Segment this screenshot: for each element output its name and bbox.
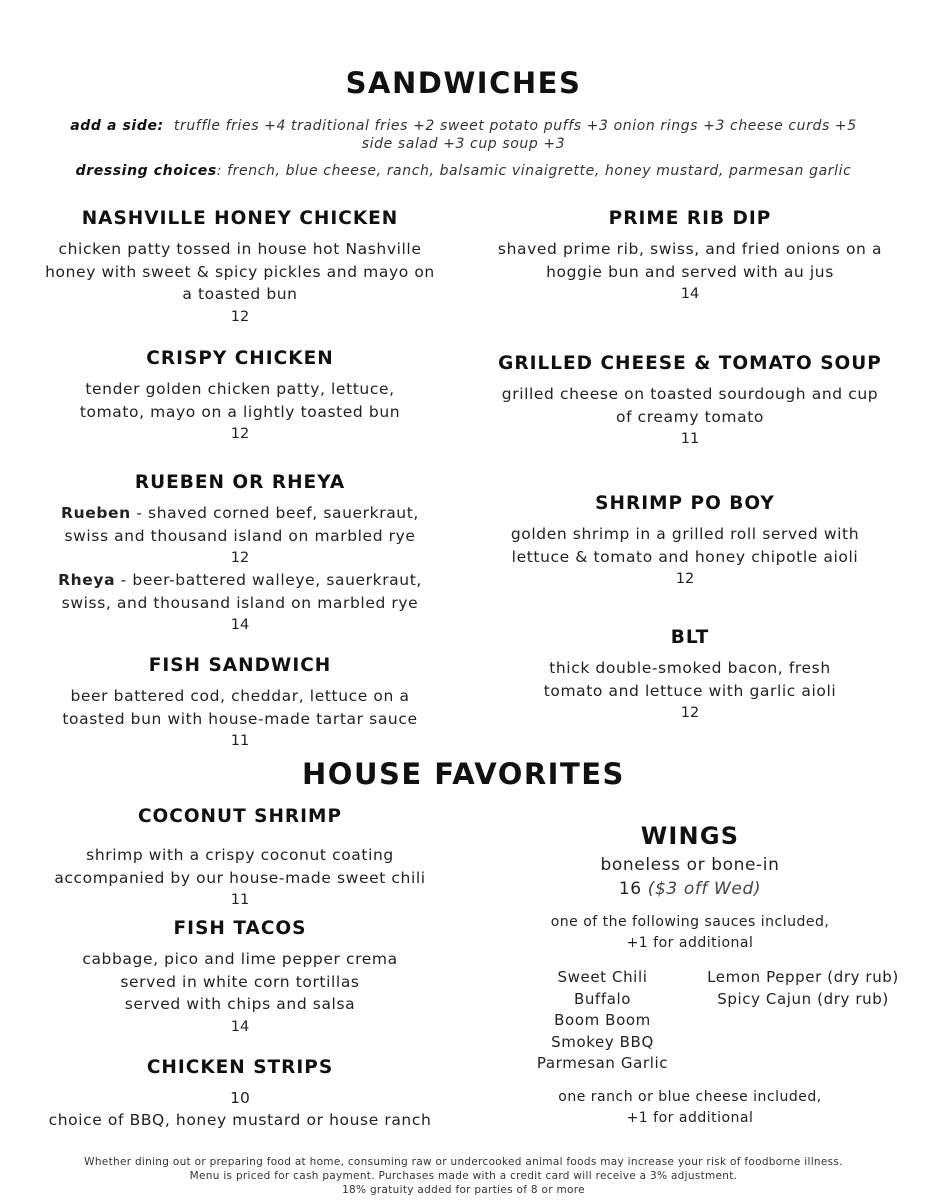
item-title: FISH SANDWICH [148, 655, 332, 676]
footer-disclaimer [0, 1155, 927, 1197]
menu-item-coconut-shrimp [25, 806, 455, 911]
menu-item-chicken-strips [25, 1057, 455, 1132]
item-price: 11 [680, 431, 700, 447]
item-title: GRILLED CHEESE & TOMATO SOUP [498, 353, 882, 374]
menu-item-shrimp-po-boy [470, 493, 900, 590]
side-line1: truffle fries +4 traditional fries +2 sweet potato puffs +3 onion rings +3 cheese curds +5 [173, 118, 857, 134]
item-title: CRISPY CHICKEN [146, 348, 334, 369]
rheya-name: Rheya [58, 571, 116, 589]
dressing-options [0, 162, 927, 180]
item-title: RUEBEN OR RHEYA [134, 472, 346, 493]
sauce-item: Buffalo [573, 989, 632, 1008]
item-price: 12 [230, 426, 250, 442]
menu-item-blt [475, 627, 905, 724]
item-title: NASHVILLE HONEY CHICKEN [81, 208, 399, 229]
sandwiches-heading: SANDWICHES [345, 66, 582, 100]
menu-item-nashville [30, 208, 450, 328]
item-desc: grilled cheese on toasted sourdough and cup of creamy tomato [501, 385, 879, 426]
item-desc: beer battered cod, cheddar, lettuce on a toasted bun with house-made tartar sauce [62, 687, 418, 728]
rueben-desc: - shaved corned beef, sauerkraut, swiss and thousand island on marbled rye [64, 504, 419, 545]
footer-line3: 18% gratuity added for parties of 8 or more [342, 1184, 585, 1196]
wings-title: WINGS [640, 822, 740, 850]
item-price: 14 [230, 1018, 250, 1035]
item-price: 10 [230, 1089, 250, 1107]
menu-item-fish-sandwich [30, 655, 450, 752]
sauce-item: Boom Boom [554, 1011, 651, 1029]
wings-sub: boneless or bone-in [600, 855, 780, 875]
side-label: add a side: [70, 118, 164, 134]
item-desc: choice of BBQ, honey mustard or house ranch [48, 1111, 432, 1129]
wings-price: 16 [618, 879, 642, 899]
item-price: 14 [680, 286, 700, 302]
item-price: 12 [680, 705, 700, 721]
sauce-note-line1: one of the following sauces included, [550, 914, 830, 930]
menu-item-rueben-rheya [30, 472, 450, 636]
sauce-item: Sweet Chili [557, 968, 648, 986]
item-desc: chicken patty tossed in house hot Nashville honey with sweet & spicy pickles and mayo on a toasted bun [45, 240, 435, 303]
sides-options [0, 117, 927, 153]
house-favorites-heading: HOUSE FAVORITES [302, 757, 625, 791]
item-desc-rueben [30, 502, 450, 547]
ranch-note-line1: one ranch or blue cheese included, [558, 1089, 822, 1105]
item-title: SHRIMP PO BOY [595, 493, 775, 514]
item-desc-line3: served with chips and salsa [124, 995, 356, 1013]
item-price: 12 [230, 308, 250, 325]
sauce-item: Smokey BBQ [551, 1032, 654, 1051]
side-line2: side salad +3 cup soup +3 [361, 136, 566, 152]
rueben-price: 12 [230, 550, 250, 566]
sauces-right-list [688, 967, 918, 1010]
sauce-note-line2: +1 for additional [626, 935, 754, 951]
item-title: COCONUT SHRIMP [137, 806, 343, 827]
item-desc: shrimp with a crispy coconut coating accompanied by our house-made sweet chili [54, 846, 426, 887]
item-title: PRIME RIB DIP [608, 208, 772, 229]
wings-sauce-note [475, 912, 905, 954]
dressing-text: : french, blue cheese, ranch, balsamic vinaigrette, honey mustard, parmesan garlic [216, 163, 852, 179]
item-desc: tender golden chicken patty, lettuce, tomato, mayo on a lightly toasted bun [79, 380, 401, 421]
sauce-item: Lemon Pepper (dry rub) [707, 968, 899, 986]
sauces-left-list [530, 967, 675, 1075]
sauce-item: Spicy Cajun (dry rub) [717, 989, 889, 1008]
menu-item-crispy-chicken [30, 348, 450, 445]
dressing-label: dressing choices [75, 163, 217, 179]
item-desc-line1: cabbage, pico and lime pepper crema [82, 950, 398, 968]
item-desc: thick double-smoked bacon, fresh tomato and lettuce with garlic aioli [543, 659, 837, 700]
footer-line2: Menu is priced for cash payment. Purchases made with a credit card will receive a 3% adjustment. [189, 1170, 738, 1182]
item-price: 11 [230, 892, 250, 908]
menu-item-prime-rib [475, 208, 905, 305]
rueben-name: Rueben [61, 504, 131, 522]
sauce-item: Parmesan Garlic [536, 1054, 669, 1072]
wings-price-line [475, 877, 905, 901]
wings-section [475, 822, 905, 901]
item-desc: golden shrimp in a grilled roll served with lettuce & tomato and honey chipotle aioli [510, 525, 860, 566]
wings-price-note: ($3 off Wed) [647, 879, 762, 899]
item-desc: shaved prime rib, swiss, and fried onions on a hoggie bun and served with au jus [497, 240, 883, 281]
rheya-desc: - beer-battered walleye, sauerkraut, swiss, and thousand island on marbled rye [61, 571, 422, 612]
item-price: 11 [230, 733, 250, 749]
menu-item-fish-tacos [25, 918, 455, 1038]
menu-item-grilled-cheese [475, 353, 905, 450]
footer-line1: Whether dining out or preparing food at home, consuming raw or undercooked animal foods may increase your risk of foodborne illness. [84, 1156, 843, 1168]
rheya-price: 14 [230, 617, 250, 633]
item-title: BLT [670, 627, 710, 648]
item-price: 12 [675, 571, 695, 587]
ranch-note-line2: +1 for additional [626, 1110, 754, 1126]
item-title: FISH TACOS [173, 918, 307, 939]
wings-ranch-note [475, 1087, 905, 1129]
item-desc-rheya [30, 569, 450, 614]
item-desc-line2: served in white corn tortillas [120, 972, 360, 991]
item-title: CHICKEN STRIPS [146, 1057, 334, 1078]
